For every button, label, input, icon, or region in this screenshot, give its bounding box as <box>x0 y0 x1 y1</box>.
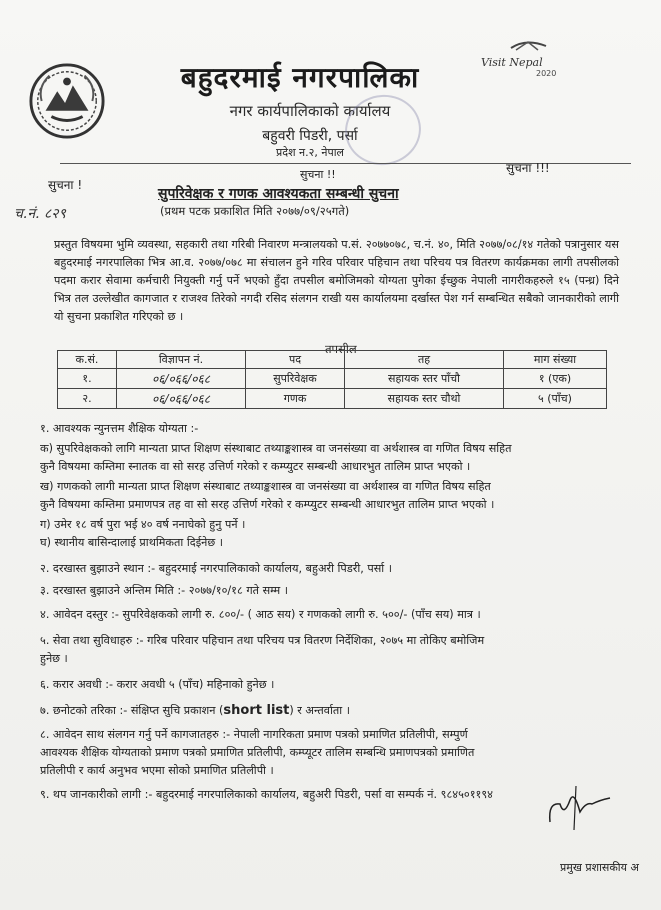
selection-method-line <box>40 702 350 720</box>
vacancy-table <box>57 350 607 409</box>
table-header-row <box>58 351 607 369</box>
col-header-post: पद <box>246 351 345 369</box>
office-subtitle: नगर कार्यपालिकाको कार्यालय <box>229 102 391 120</box>
table-cell: १ (एक) <box>504 369 607 389</box>
documents-line: आवश्यक शैक्षिक योग्यताको प्रमाण पत्रको प्रमाणित प्रतिलीपी, कम्प्यूटर तालिम सम्बन्धि प्रमाणपत्रको प्रमाणित <box>40 746 475 759</box>
requirement-line: २. दरखास्त बुझाउने स्थान :- बहुदरमाई नगरपालिकाको कार्यालय, बहुअरी पिडरी, पर्सा । <box>40 562 392 575</box>
requirement-line: ६. करार अवधी :- करार अवधी ५ (पाँच) महिनाको हुनेछ । <box>40 678 275 691</box>
requirement-line: ख) गणकको लागी मान्यता प्राप्त शिक्षण संस्थाबाट तथ्याङ्कशास्त्र वा जनसंख्या वा अर्थशास्त्र वा गणित विषय सहित <box>40 480 491 493</box>
notice-label-center: सुचना !! <box>300 168 336 181</box>
visit-nepal-logo-icon <box>476 38 576 84</box>
documents-line: प्रतिलीपी र कार्य अनुभव भएमा सोको प्रमाणित प्रतिलीपी । <box>40 764 274 777</box>
office-name: बहुदरमाई नगरपालिका <box>180 61 420 94</box>
selection-prefix: ७. छनोटको तरिका :- संक्षिप्त सुचि प्रकाशन ( <box>40 704 224 717</box>
requirement-line: हुनेछ । <box>40 652 68 665</box>
signatory-role: प्रमुख प्रशासकीय अ <box>560 861 639 874</box>
svg-text:Visit Nepal: Visit Nepal <box>481 56 543 69</box>
notice-body-paragraph: प्रस्तुत विषयमा भुमि व्यवस्था, सहकारी तथा गरिबी निवारण मन्त्रालयको प.सं. २०७७०७८, च.नं. ४०, मिति २०७७/०८/१४ गतेको पत्रानुसार यस बहुदरमाई नगरपालिका भित्र आ.व. २०७७/०७८ मा संचालन हुने गरिव परिवार पहिचान तथा परिचय पत्र वितरण कार्यक्रमका लागी तपसीलको पदमा करार सेवामा कर्मचारी नियुक्ती गर्नु पर्ने भएको हुँदा तपसील बमोजिमको योग्यता पुगेका ईच्छुक नेपाली नागरीकहरुले १५ (पन्ध्र) दिने भित्र तल उल्लेखीत कागजात र राजश्व तिरेको नगदी रसिद संलगन राखी यस कार्यालयमा दर्खास्त पेश गर्न सम्बन्धित सबैको जानकारीको लागी यो सुचना प्रकाशित गरिएको छ । <box>54 238 619 323</box>
requirement-line: कुनै विषयमा कम्तिमा प्रमाणपत्र तह वा सो सरह उत्तिर्ण गरेको र कम्प्युटर सम्बन्धी आधारभुत तालिम प्राप्त भएको । <box>40 498 495 511</box>
col-header-level: तह <box>345 351 504 369</box>
requirement-line: ४. आवेदन दस्तुर :- सुपरिवेक्षकको लागी रु. ८००/- ( आठ सय) र गणकको लागी रु. ५००/- (पाँच सय) मात्र । <box>40 608 481 621</box>
table-caption: तपसील <box>325 342 357 356</box>
col-header-ad-number: विज्ञापन नं. <box>117 351 246 369</box>
nepal-emblem-icon <box>28 62 106 140</box>
table-cell: सुपरिवेक्षक <box>246 369 345 389</box>
table-cell: ५ (पाँच) <box>504 389 607 409</box>
table-cell: सहायक स्तर पाँचौ <box>345 369 504 389</box>
requirement-line: कुनै विषयमा कम्तिमा स्नातक वा सो सरह उत्तिर्ण गरेको र कम्प्युटर सम्बन्धी आधारभुत तालिम प्राप्त भएको । <box>40 460 471 473</box>
table-cell: ०६/०६६/०६८ <box>117 369 246 389</box>
col-header-demand: माग संख्या <box>504 351 607 369</box>
col-header-serial: क.सं. <box>58 351 117 369</box>
publication-date-line: (प्रथम पटक प्रकाशित मिति २०७७/०९/२५गते) <box>160 204 350 218</box>
requirement-line: घ) स्थानीय बासिन्दालाई प्राथमिकता दिईनेछ । <box>40 536 224 549</box>
svg-text:2020: 2020 <box>536 69 557 78</box>
requirement-line: ग) उमेर १८ वर्ष पुरा भई ४० वर्ष ननाघेको हुनु पर्ने । <box>40 518 246 531</box>
dispatch-number: च.नं. ८२९ <box>14 206 66 222</box>
contact-line: ९. थप जानकारीको लागी :- बहुदरमाई नगरपालिकाको कार्यालय, बहुअरी पिडरी, पर्सा वा सम्पर्क नं. ९८४५०११९४ <box>40 788 493 801</box>
table-cell: २. <box>58 389 117 409</box>
requirement-line: क) सुपरिवेक्षकको लागि मान्यता प्राप्त शिक्षण संस्थाबाट तथ्याङ्कशास्त्र वा जनसंख्या वा अर्थशास्त्र वा गणित विषय सहित <box>40 442 512 455</box>
table-cell: १. <box>58 369 117 389</box>
notice-heading: सुपरिवेक्षक र गणक आवश्यकता सम्बन्धी सुचना <box>158 186 399 202</box>
table-cell: सहायक स्तर चौथो <box>345 389 504 409</box>
notice-label-right: सुचना !!! <box>506 161 550 175</box>
table-row <box>58 389 607 409</box>
requirement-line: ३. दरखास्त बुझाउने अन्तिम मिति :- २०७७/१०/१८ गते सम्म । <box>40 584 288 597</box>
office-province: प्रदेश न.२, नेपाल <box>275 146 345 159</box>
short-list-term: short list <box>223 703 290 718</box>
documents-line: ८. आवेदन साथ संलगन गर्नु पर्ने कागजातहरु :- नेपाली नागरिकता प्रमाण पत्रको प्रमाणित प्रतिलीपी, सम्पुर्ण <box>40 728 468 741</box>
selection-suffix: ) र अन्तर्वाता । <box>289 704 350 717</box>
requirement-line: १. आवश्यक न्युनत्तम शैक्षिक योग्यता :- <box>40 422 199 435</box>
signature-icon <box>540 782 620 832</box>
requirement-line: ५. सेवा तथा सुविधाहरु :- गरिब परिवार पहिचान तथा परिचय पत्र वितरण निर्देशिका, २०७५ मा तोकिए बमोजिम <box>40 634 485 647</box>
notice-label-left: सुचना ! <box>48 178 83 192</box>
table-cell: गणक <box>246 389 345 409</box>
office-address: बहुवरी पिडरी, पर्सा <box>262 128 358 144</box>
table-cell: ०६/०६६/०६८ <box>117 389 246 409</box>
table-row <box>58 369 607 389</box>
